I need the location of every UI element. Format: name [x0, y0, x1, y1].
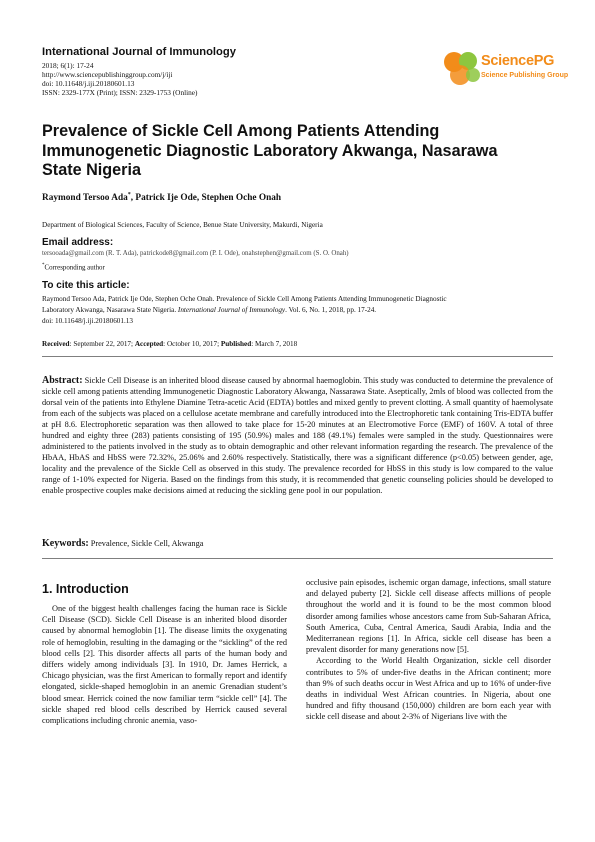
article-title-line: Prevalence of Sickle Cell Among Patients Attending [42, 122, 440, 140]
journal-title: International Journal of Immunology [42, 46, 236, 58]
citation-journal: International Journal of Immunology [177, 306, 286, 314]
email-heading: Email address: [42, 237, 114, 248]
citation-line-2 [42, 306, 376, 314]
keywords-text: Prevalence, Sickle Cell, Akwanga [90, 539, 204, 548]
abstract-text: Sickle Cell Disease is an inherited blood disease caused by abnormal haemoglobin. This study was conducted to determine the prevalence of sickle cell among patients attending Immunogenetic Diagnostic Laboratory Akwanga, Nassarawa State. Aseptically, 2mls of blood was collected from the dorsal vein of the patients into Ethylene Diamine Tetra-acetic Acid (EDTA) bottles and mixed gently to prevent clotting. A small quantity of haemolysate from each of the subjects was placed on a cellulose acetate membrane and carefully introduced into the Electrophoretic tank containing Tris-EDTA buffer at pH 8.6. Electrophoretic separation was then allowed to take place for 15-20 minutes at an Electromotive Force (EMF) of 160V. A total of three hundred and eighty three (283) patients consisting of 195 (50.9%) males and 188 (49.1%) females were sampled in the study. Questionnaires were administered to the patients involved in the study as to obtain demographic and other relevant information regarding the research. The prevalence of the HbAA, HbAS and HbSS were 72.32%, 25.06% and 2.60% respectively. Statistically, there was a significant difference (p<0.05) between gender, age, locality and the prevalence of the Sickle Cell as observed in this study. The prevalence recorded for HbSS in this study is low compared to the value range of 1-10% expected for Nigeria. Based on the findings from this study, it is recommended that genetic counseling policies should be developed to enable prospective couples make decisions aimed at reducing the sickling gene pool in our population. [42, 376, 553, 495]
keywords-label: Keywords: [42, 538, 89, 549]
logo-tagline: Science Publishing Group [481, 72, 569, 79]
author-rest: , Patrick Ije Ode, Stephen Oche Onah [130, 193, 282, 204]
corresponding-note-text: Corresponding author [44, 264, 105, 272]
abstract [42, 376, 553, 496]
article-title-line: State Nigeria [42, 161, 141, 179]
received-date: : September 22, 2017; [69, 340, 135, 348]
journal-issn: ISSN: 2329-177X (Print); ISSN: 2329-1753 (Online) [42, 88, 198, 97]
article-dates [42, 340, 297, 348]
accepted-date: : October 10, 2017; [163, 340, 221, 348]
citation-line-2-start: Laboratory Akwanga, Nasarawa State Nigeria. [42, 306, 178, 314]
journal-url[interactable]: http://www.sciencepublishinggroup.com/j/iji [42, 70, 173, 79]
logo-name: SciencePG [481, 53, 555, 69]
citation-doi[interactable]: doi: 10.11648/j.iji.20180601.13 [42, 317, 133, 325]
article-title-line: Immunogenetic Diagnostic Laboratory Akwanga, Nasarawa [42, 141, 498, 160]
divider [42, 558, 553, 559]
journal-volume: 2018; 6(1): 17-24 [42, 61, 94, 70]
cite-heading: To cite this article: [42, 280, 130, 291]
email-list[interactable]: tersooada@gmail.com (R. T. Ada), patrickode8@gmail.com (P. I. Ode), onahstephen@gmail.com (S. O. Onah) [42, 250, 349, 257]
accepted-label: Accepted [134, 340, 164, 348]
article-title [42, 122, 552, 181]
paragraph: According to the World Health Organization, sickle cell disorder contributes to 5% of under-five deaths in the African continent; more than 9% of such deaths occur in West Africa and up to 16% of under-five deaths in individual West African countries. In Nigeria, about one hundred and fifty thousand (150,000) children are born each year with sickle cell disease and about 2-3% of Nigerians live with the [306, 656, 551, 722]
received-label: Received [42, 340, 70, 348]
author-first: Raymond Tersoo Ada [42, 193, 128, 204]
affiliation: Department of Biological Sciences, Faculty of Science, Benue State University, Makurdi, Nigeria [42, 221, 323, 229]
section-heading: 1. Introduction [42, 582, 129, 596]
corresponding-note [42, 263, 105, 271]
corresponding-mark: * [127, 192, 131, 198]
citation-line-1: Raymond Tersoo Ada, Patrick Ije Ode, Stephen Oche Onah. Prevalence of Sickle Cell Among Patients Attending Immunogenetic Diagnostic [42, 295, 447, 303]
keywords [42, 538, 203, 549]
corresponding-note-mark: * [42, 263, 45, 268]
paragraph: occlusive pain episodes, ischemic organ damage, infections, small stature and delayed puberty [2]. Sickle cell disease affects millions of people throughout the world and it is found to be the most common blood disorder among families whose ancestors came from Sub-Saharan Africa, South America, Cuba, Central America, Saudi Arabia, India and the Mediterranean regions [1]. In Africa, sickle cell disease has been a prevalent disorder for many generations now [5]. [306, 578, 551, 655]
divider [42, 356, 553, 357]
abstract-label: Abstract: [42, 375, 83, 386]
author-list [42, 192, 281, 203]
paragraph: One of the biggest health challenges facing the human race is Sickle Cell Disease (SCD). Sickle Cell Disease is an inherited blood disorder caused by abnormal hemoglobin [1]. The disease limits the oxygenating role of hemoglobin, resulting in the damaging or the “sickling” of the red blood cells [2]. This disorder affects all parts of the human body and differs widely among individuals [3]. In 1910, Dr. James Herrick, a Chicago physician, was the first American to formally report and identify elongated, sickle-shaped hemoglobin in an anemic Grenadian student’s blood smear. Herrick coined the now familiar term “sickle cell” [4]. The sickle shaped red blood cells described by Herrick caused several complications including chronic anemia, vaso- [42, 604, 287, 726]
published-date: : March 7, 2018 [251, 340, 298, 348]
journal-doi[interactable]: doi: 10.11648/j.iji.20180601.13 [42, 79, 135, 88]
citation-line-2-end: . Vol. 6, No. 1, 2018, pp. 17-24. [285, 306, 377, 314]
body-column-right [306, 577, 551, 723]
body-column-left [42, 603, 287, 726]
published-label: Published [220, 340, 252, 348]
